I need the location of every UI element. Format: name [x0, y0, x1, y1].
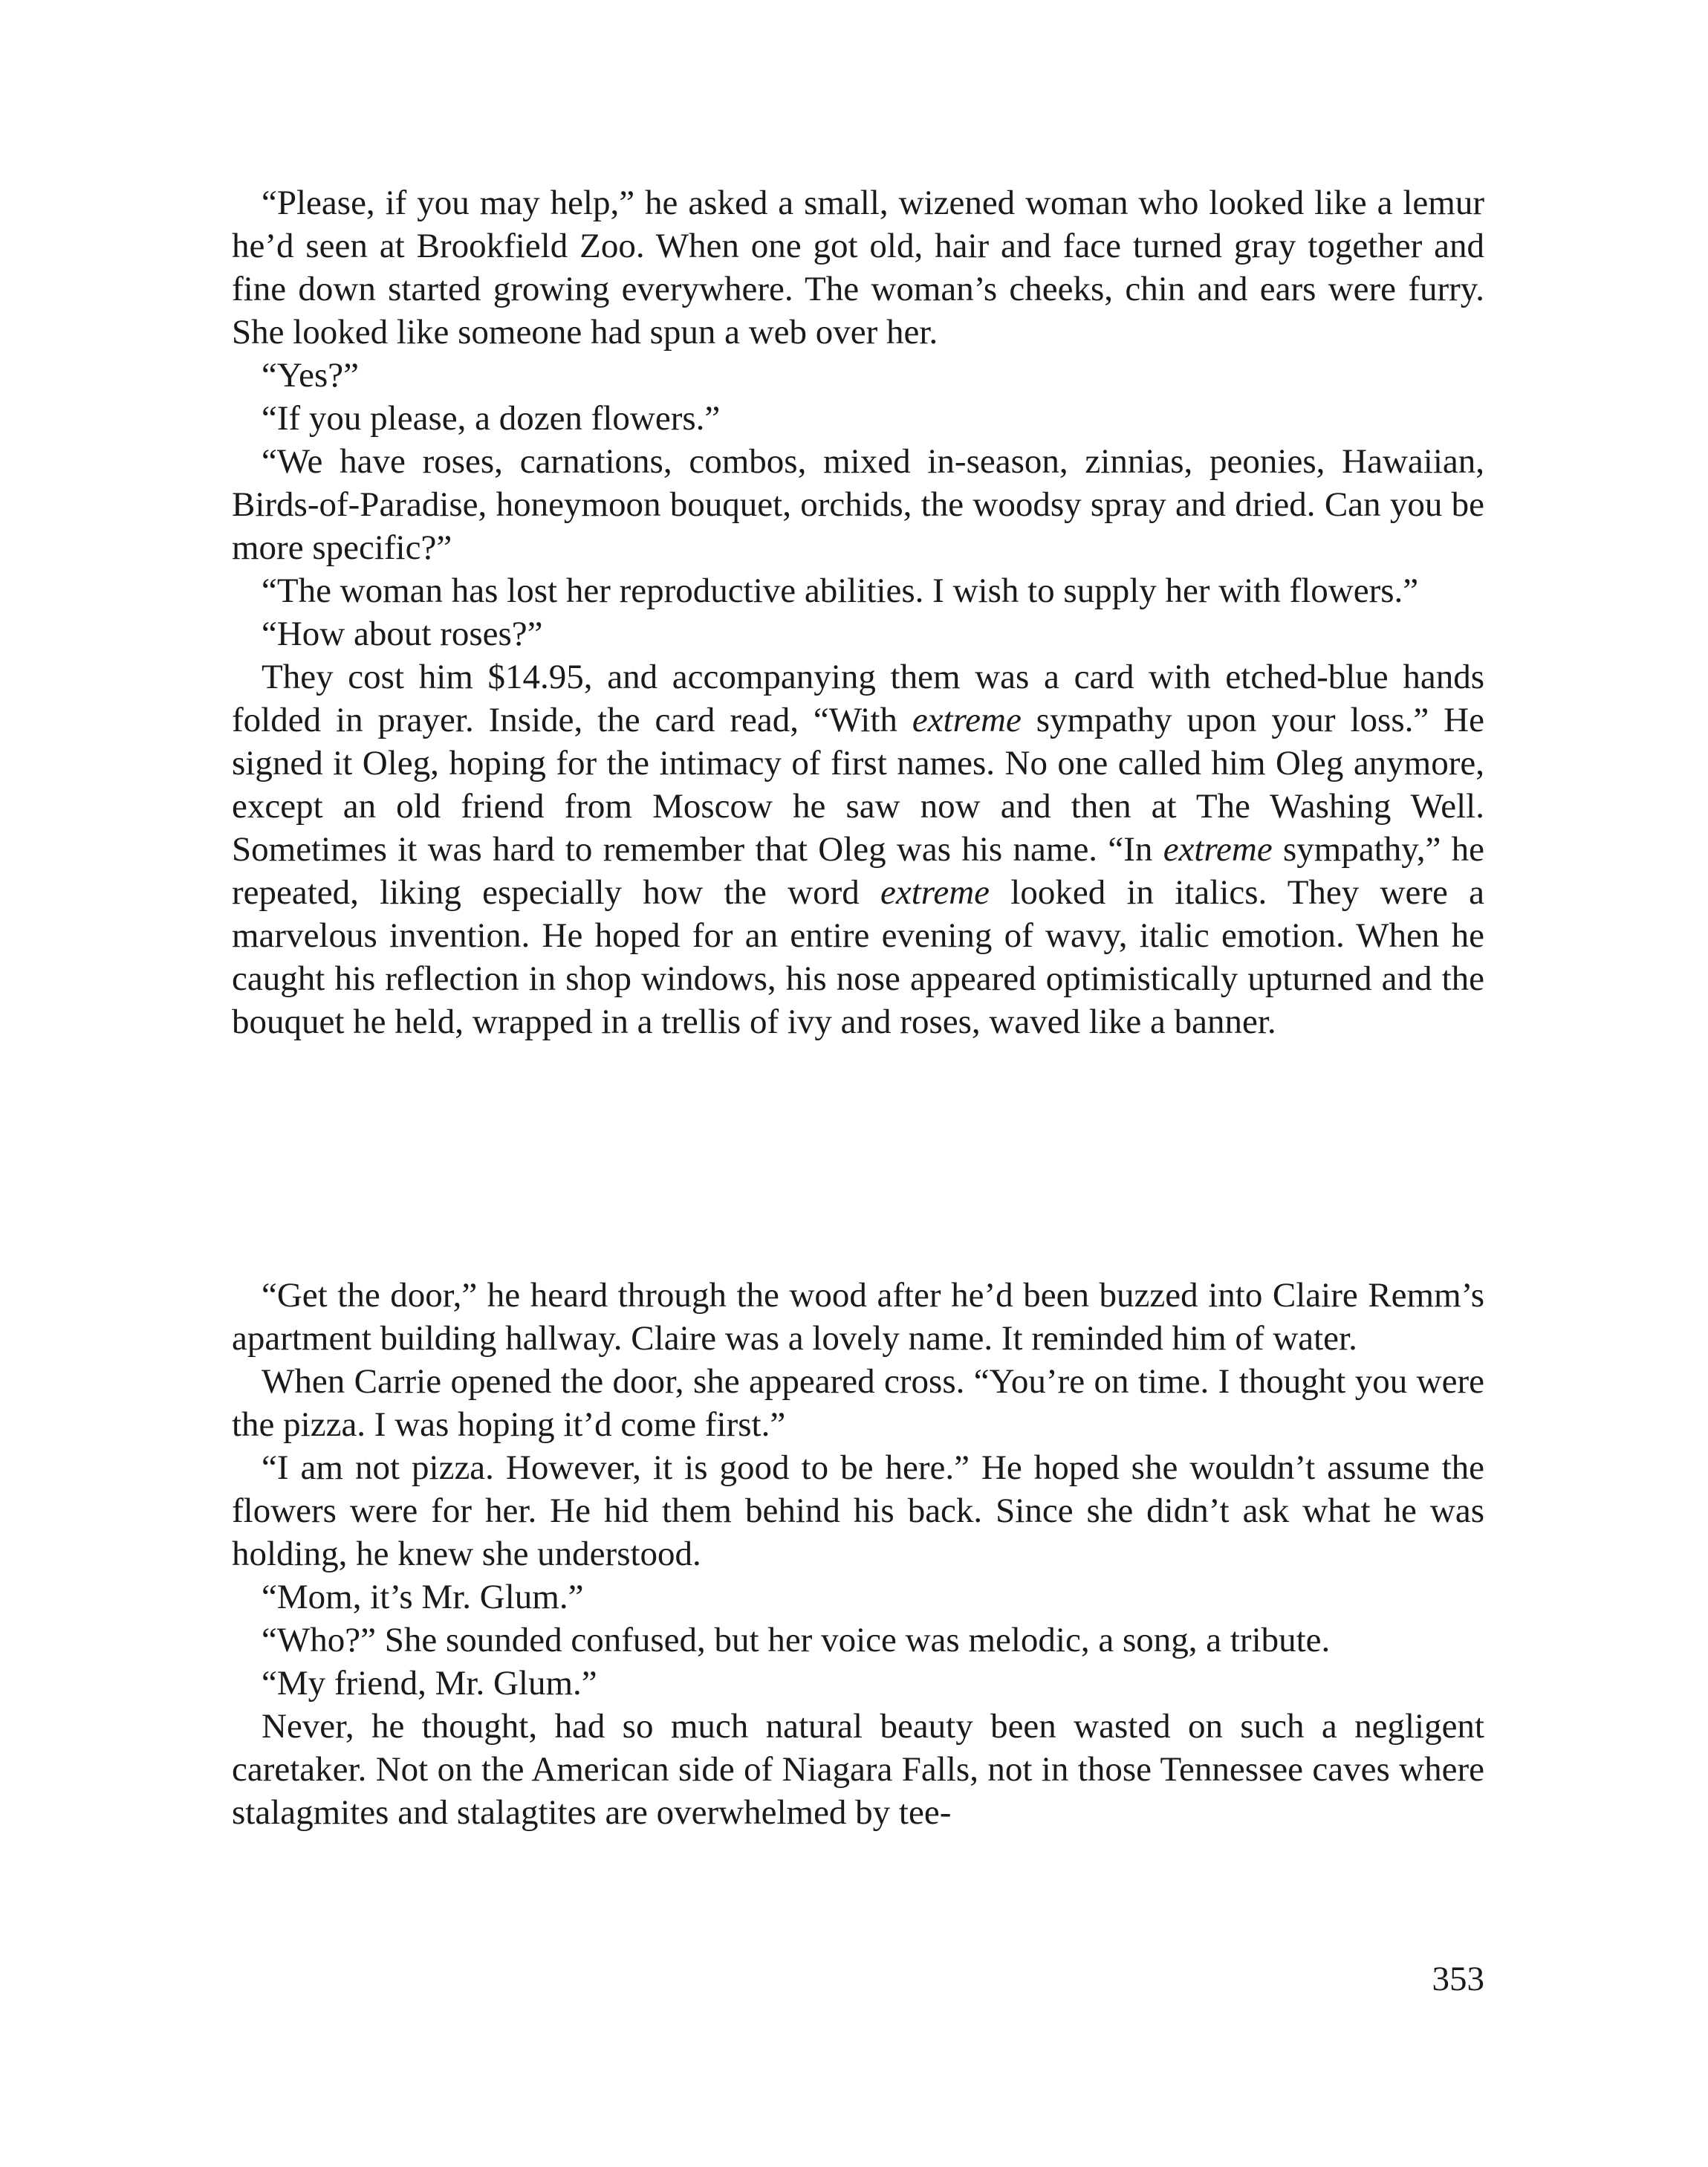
paragraph: When Carrie opened the door, she appeared cross. “You’re on time. I thought you were the pizza. I was hoping it’d come first.” [232, 1362, 1484, 1444]
page-number: 353 [1432, 1960, 1484, 1998]
paragraph-card [232, 655, 1484, 1043]
paragraph: “How about roses?” [262, 615, 543, 653]
italic-word: extreme [1163, 830, 1273, 869]
paragraph: “My friend, Mr. Glum.” [262, 1664, 597, 1703]
paragraph: “Get the door,” he heard through the wood after he’d been buzzed into Claire Remm’s apartment building hallway. Claire was a lovely name. It reminded him of water. [232, 1276, 1484, 1358]
text-section-flower-shop [232, 181, 1484, 1043]
text-run: sympathy,” he repeated, liking especially how the word [232, 830, 1484, 912]
paragraph: “I am not pizza. However, it is good to be here.” He hoped she wouldn’t assume the flowers were for her. He hid them behind his back. Since she didn’t ask what he was holding, he knew she understood. [232, 1448, 1484, 1573]
paragraph: “Who?” She sounded confused, but her voice was melodic, a song, a tribute. [262, 1621, 1331, 1659]
italic-word: extreme [912, 701, 1022, 739]
text-run: They cost him $14.95, and accompanying them was a card with etched-blue hands folded in prayer. Inside, the card read, “With [232, 658, 1484, 739]
paragraph: Never, he thought, had so much natural beauty been wasted on such a negligent caretaker. Not on the American side of Niagara Falls, not in those Tennessee caves where stalagmites and stalagtites are overwhelmed by tee- [232, 1707, 1484, 1832]
paragraph: “If you please, a dozen flowers.” [262, 399, 721, 438]
paragraph: “Yes?” [262, 356, 359, 395]
paragraph: “We have roses, carnations, combos, mixed in-season, zinnias, peonies, Hawaiian, Birds-of-Paradise, honeymoon bouquet, orchids, the woodsy spray and dried. Can you be more specific?” [232, 442, 1484, 567]
text-section-apartment [232, 1274, 1484, 1834]
text-run: sympathy upon your loss.” He signed it Oleg, hoping for the intimacy of first names. No one called him Oleg anymore, except an old friend from Moscow he saw now and then at The Washing Well. Sometimes it was hard to remember that Oleg was his name. “In [232, 701, 1484, 869]
paragraph: “Please, if you may help,” he asked a small, wizened woman who looked like a lemur he’d seen at Brookfield Zoo. When one got old, hair and face turned gray together and fine down started growing everywhere. The woman’s cheeks, chin and ears were furry. She looked like someone had spun a web over her. [232, 184, 1484, 352]
paragraph: “The woman has lost her reproductive abilities. I wish to supply her with flowers.” [262, 571, 1419, 610]
text-run: looked in italics. They were a marvelous invention. He hoped for an entire evening of wavy, italic emotion. When he caught his reflection in shop windows, his nose appeared optimistically upturned and the bouquet he held, wrapped in a trellis of ivy and roses, waved like a banner. [232, 873, 1484, 1041]
paragraph: “Mom, it’s Mr. Glum.” [262, 1578, 584, 1616]
italic-word: extreme [880, 873, 990, 912]
